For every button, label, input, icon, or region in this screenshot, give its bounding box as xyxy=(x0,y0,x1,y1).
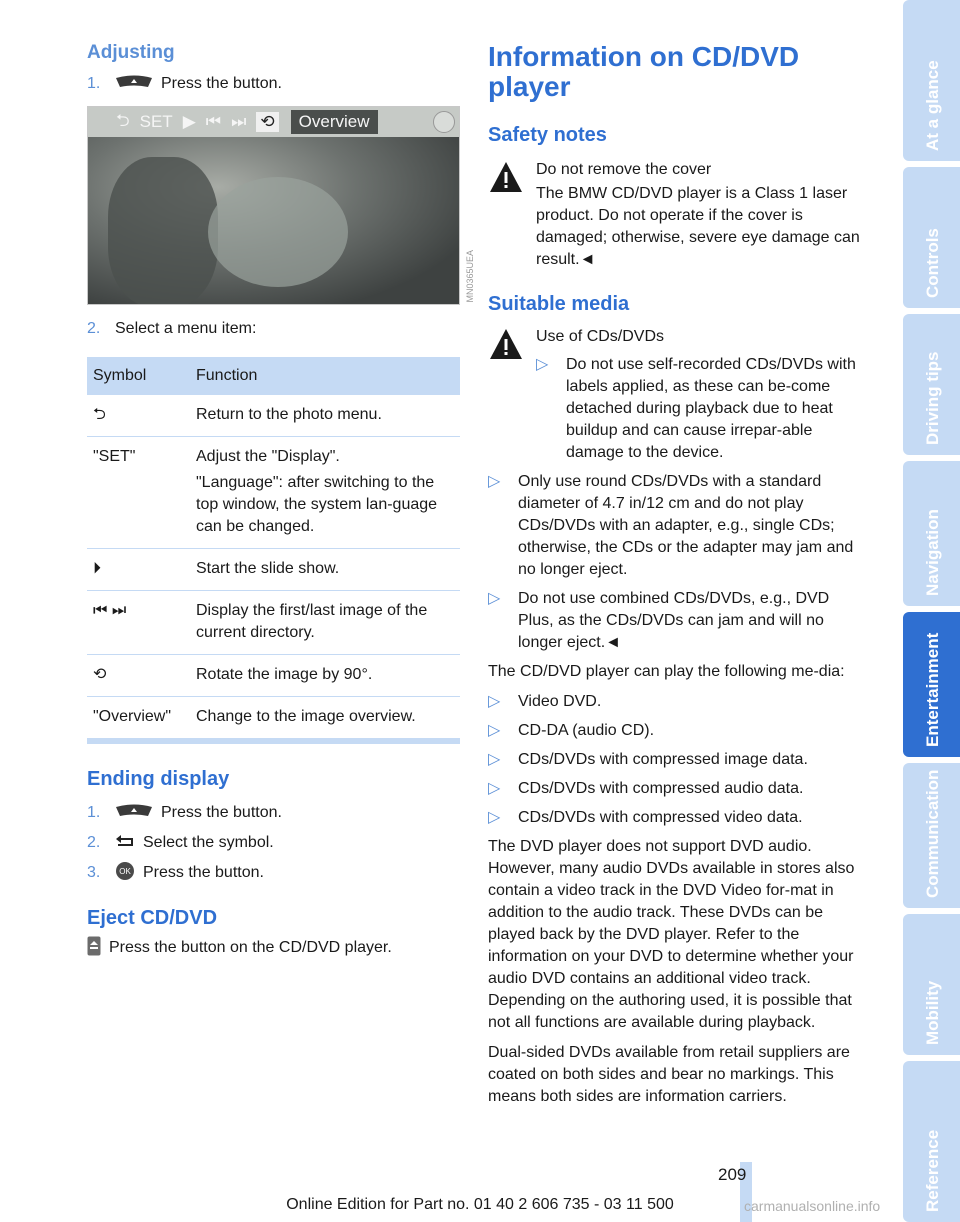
rotate-icon: ⟲ xyxy=(87,655,190,697)
tab-controls[interactable]: Controls xyxy=(903,167,960,308)
adjusting-step-1: 1. Press the button. xyxy=(87,75,282,92)
function-header: Function xyxy=(190,357,460,395)
table-row: "Overview" Change to the image overview. xyxy=(87,697,460,742)
back-arrow-icon xyxy=(115,834,135,853)
menu-items-table xyxy=(87,357,460,744)
back-arrow-icon: ⮌ xyxy=(116,110,130,130)
back-arrow-icon: ⮌ xyxy=(87,395,190,437)
media-warning: Use of CDs/DVDs ▷ Do not use self-recorded CDs/DVDs with labels applied, as these can be-come detached during playback due to heat buildup and can cause irrepar-able damage to the device. xyxy=(488,326,862,464)
ending-step-2: 2. Select the symbol. xyxy=(87,834,274,851)
symbol-header: Symbol xyxy=(87,357,190,395)
warning-icon xyxy=(488,159,524,195)
first-image-icon: ⏮ xyxy=(205,112,222,131)
page-title: Information on CD/DVD player xyxy=(488,41,800,102)
list-item: ▷ CDs/DVDs with compressed audio data. xyxy=(488,780,804,797)
svg-text:OK: OK xyxy=(119,866,131,876)
last-image-icon: ⏭ xyxy=(231,112,247,131)
tab-driving-tips[interactable]: Driving tips xyxy=(903,314,960,455)
overview-label: Overview xyxy=(291,110,378,134)
media-rules-list xyxy=(488,471,862,654)
table-row: ⏵ Start the slide show. xyxy=(87,549,460,591)
chapter-sidebar xyxy=(900,0,960,1222)
photo-toolbar xyxy=(88,107,459,137)
rotate-icon: ⟲ xyxy=(256,112,278,132)
list-item: ▷ Video DVD. xyxy=(488,693,602,710)
suitable-media-heading: Suitable media xyxy=(488,293,630,315)
ending-display-heading: Ending display xyxy=(87,768,230,790)
adjusting-step-2: 2. Select a menu item: xyxy=(87,320,257,337)
list-item: ▷ Do not use combined CDs/DVDs, e.g., DVD Plus, as the CDs/DVDs can jam and will no longer eject.◄ xyxy=(488,590,830,651)
dvd-audio-paragraph: The DVD player does not support DVD audio. However, many audio DVDs available in stores also contain a video track in the DVD Video for-mat in addition to the audio track. These DVDs can be played back by the DVD player. Refer to the information on your DVD to determine whether your audio DVD contains an additional video track. Depending on the authoring used, it is possible that not all functions are available during playback. xyxy=(488,838,855,1031)
first-last-icon: ⏮ ⏭ xyxy=(87,591,190,655)
play-icon: ⏵ xyxy=(87,549,190,591)
list-item: ▷ CDs/DVDs with compressed video data. xyxy=(488,809,803,826)
tab-reference[interactable]: Reference xyxy=(903,1061,960,1222)
adjusting-heading: Adjusting xyxy=(87,42,175,63)
tab-at-a-glance[interactable]: At a glance xyxy=(903,0,960,161)
table-row: "SET" Adjust the "Display". "Language": after switching to the top window, the system lan-guage can be changed. xyxy=(87,437,460,549)
list-item: ▷ Do not use self-recorded CDs/DVDs with labels applied, as these can be-come detached during playback due to heat buildup and can cause irrepar-able damage to the device. xyxy=(536,356,856,461)
footer: Online Edition for Part no. 01 40 2 606 735 - 03 11 500 xyxy=(286,1196,674,1213)
page-number: 209 xyxy=(718,1165,747,1184)
eject-instruction: Press the button on the CD/DVD player. xyxy=(87,934,460,962)
left-column xyxy=(87,42,460,962)
watermark: carmanualsonline.info xyxy=(744,1198,881,1214)
media-intro: The CD/DVD player can play the following me-dia: xyxy=(488,663,845,680)
set-label: SET xyxy=(139,112,173,131)
ok-button-icon xyxy=(115,861,135,886)
eject-button-icon xyxy=(87,936,101,961)
ending-step-3: 3. OK Press the button. xyxy=(87,859,460,887)
controller-icon xyxy=(433,111,455,133)
table-header xyxy=(87,357,460,395)
list-item: ▷ Only use round CDs/DVDs with a standard diameter of 4.7 in/12 cm and do not play CDs/DVDs with an adapter, e.g., single CDs; otherwise, the CDs or the adapter may jam and no longer eject. xyxy=(488,473,854,578)
right-column xyxy=(488,42,862,1108)
menu-button-icon xyxy=(115,804,153,823)
menu-button-icon xyxy=(115,75,153,94)
tab-entertainment[interactable]: Entertainment xyxy=(903,612,960,757)
warning-icon xyxy=(488,326,524,362)
photo-screen-screenshot xyxy=(87,106,460,305)
tab-mobility[interactable]: Mobility xyxy=(903,914,960,1055)
ending-step-1: 1. Press the button. xyxy=(87,804,282,821)
list-item: ▷ CD-DA (audio CD). xyxy=(488,722,655,739)
table-row: ⏮ ⏭ Display the first/last image of the current directory. xyxy=(87,591,460,655)
media-types-list xyxy=(488,691,862,829)
dual-sided-paragraph: Dual-sided DVDs available from retail suppliers are coated on both sides and bear no markings. This means both sides are information carriers. xyxy=(488,1044,850,1105)
image-code: MN0365UEA xyxy=(465,250,475,303)
table-row: ⟲ Rotate the image by 90°. xyxy=(87,655,460,697)
table-row: ⮌ Return to the photo menu. xyxy=(87,395,460,437)
tab-communication[interactable]: Communication xyxy=(903,763,960,908)
eject-heading: Eject CD/DVD xyxy=(87,907,218,929)
safety-heading: Safety notes xyxy=(488,124,607,146)
safety-warning: Do not remove the cover The BMW CD/DVD player is a Class 1 laser product. Do not operate if the cover is damaged; otherwise, severe eye damage can result.◄ xyxy=(488,159,862,271)
tab-navigation[interactable]: Navigation xyxy=(903,461,960,606)
play-icon: ▶ xyxy=(182,112,196,131)
list-item: ▷ CDs/DVDs with compressed image data. xyxy=(488,751,808,768)
